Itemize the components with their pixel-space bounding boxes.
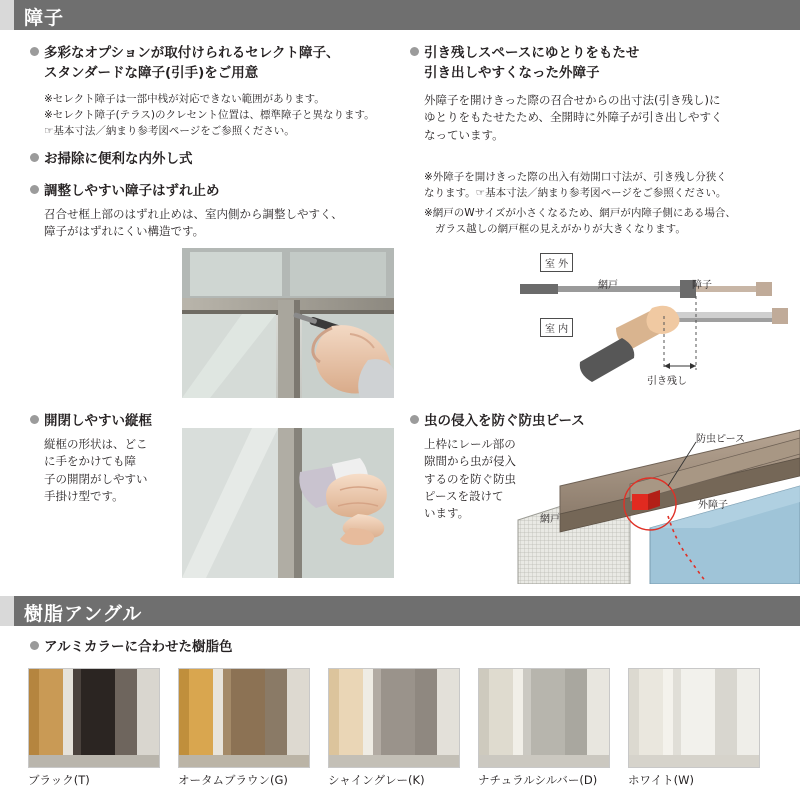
photo-hazuredome-adjustment: [182, 248, 394, 398]
bullet-dot-icon: [410, 415, 419, 424]
bullet-dot-icon: [410, 47, 419, 56]
swatch-label-black: ブラック(T): [28, 773, 90, 787]
color-swatch-row: [28, 668, 780, 798]
bullet-dot-icon: [30, 185, 39, 194]
label-shoji: 障子: [692, 280, 712, 291]
photo-tatekamachi-svg: [182, 428, 394, 578]
heading-hazuredome: 調整しやすい障子はずれ止め: [30, 182, 400, 202]
diagram-bouchu-piece: [500, 424, 800, 584]
heading-bouchu-piece: 虫の侵入を防ぐ防虫ピース: [410, 412, 790, 432]
bullet-dot-icon: [30, 641, 39, 650]
label-hikinokoshi: 引き残し: [647, 376, 687, 387]
heading-uchisotoshi: お掃除に便利な内外し式: [30, 150, 400, 170]
swatch-black: [28, 668, 160, 768]
swatch-natural-silver: [478, 668, 610, 768]
label-gaishouji: 外障子: [698, 500, 728, 511]
heading-tatekamachi: 開閉しやすい縦框: [30, 412, 400, 432]
label-inside: 室 内: [540, 318, 573, 337]
heading-resin-color: アルミカラーに合わせた樹脂色: [30, 638, 450, 658]
label-outside: 室 外: [540, 253, 573, 272]
diagram-bouchu-svg: [500, 424, 800, 584]
section-title: 樹脂アングル: [24, 603, 143, 625]
bullet-dot-icon: [30, 153, 39, 162]
swatch-shine-gray: [328, 668, 460, 768]
body-bouchu-piece: 上枠にレール部の 隙間から虫が侵入 するのを防ぐ防虫 ピースを設けて います。: [424, 437, 516, 520]
swatch-label-shine-gray: シャイングレー(K): [328, 773, 425, 787]
section-title: 障子: [24, 7, 65, 29]
body-tatekamachi: 縦框の形状は、どこ に手をかけても障 子の開閉がしやすい 手掛け型です。: [44, 437, 148, 503]
swatch-autumn-brown: [178, 668, 310, 768]
label-amido: 網戸: [598, 280, 618, 291]
swatch-shine-gray-svg: [329, 669, 460, 768]
bullet-dot-icon: [30, 47, 39, 56]
swatch-label-white: ホワイト(W): [628, 773, 694, 787]
section-accent-bar: [0, 0, 14, 30]
diagram-hikinokoshi: [520, 250, 792, 400]
note-hikinokoshi-2: ※網戸のWサイズが小さくなるため、網戸が内障子側にある場合、 ガラス越しの網戸框の見えがかりが大きくなります。: [424, 207, 736, 235]
swatch-black-svg: [29, 669, 160, 768]
note-hikinokoshi-1: ※外障子を開けきった際の出入有効開口寸法が、引き残し分狭く なります。☞基本寸法／納まり参考図ページをご参照ください。: [424, 171, 727, 199]
photo-hazuredome-svg: [182, 248, 394, 398]
swatch-label-autumn-brown: オータムブラウン(G): [178, 773, 288, 787]
swatch-white-svg: [629, 669, 760, 768]
label-amido: 網戸: [540, 514, 560, 525]
swatch-white: [628, 668, 760, 768]
label-bouchu-piece: 防虫ピース: [696, 434, 746, 445]
swatch-natural-silver-svg: [479, 669, 610, 768]
heading-select-shoji: 多彩なオプションが取付けられるセレクト障子、 スタンダードな障子(引手)をご用意: [30, 44, 400, 83]
note-select-shoji: ※セレクト障子は一部中桟が対応できない範囲があります。 ※セレクト障子(テラス)のクレセント位置は、標準障子と異なります。 ☞基本寸法／納まり参考図ページをご参照ください。: [44, 93, 375, 137]
section-accent-bar: [0, 596, 14, 626]
heading-hikinokoshi: 引き残しスペースにゆとりをもたせ 引き出しやすくなった外障子: [410, 44, 790, 83]
bullet-dot-icon: [30, 415, 39, 424]
body-hikinokoshi: 外障子を開けきった際の召合せからの出寸法(引き残し)に ゆとりをもたせたため、全開時に外障子が引き出しやすく なっています。: [424, 93, 723, 142]
body-hazuredome: 召合せ框上部のはずれ止めは、室内側から調整しやすく、 障子がはずれにくい構造です。: [44, 207, 343, 239]
swatch-label-natural-silver: ナチュラルシルバー(D): [478, 773, 598, 787]
section-header-resin-angle: [0, 596, 800, 626]
swatch-autumn-brown-svg: [179, 669, 310, 768]
section-header-shoji: [0, 0, 800, 30]
photo-tatekamachi-grip: [182, 428, 394, 578]
